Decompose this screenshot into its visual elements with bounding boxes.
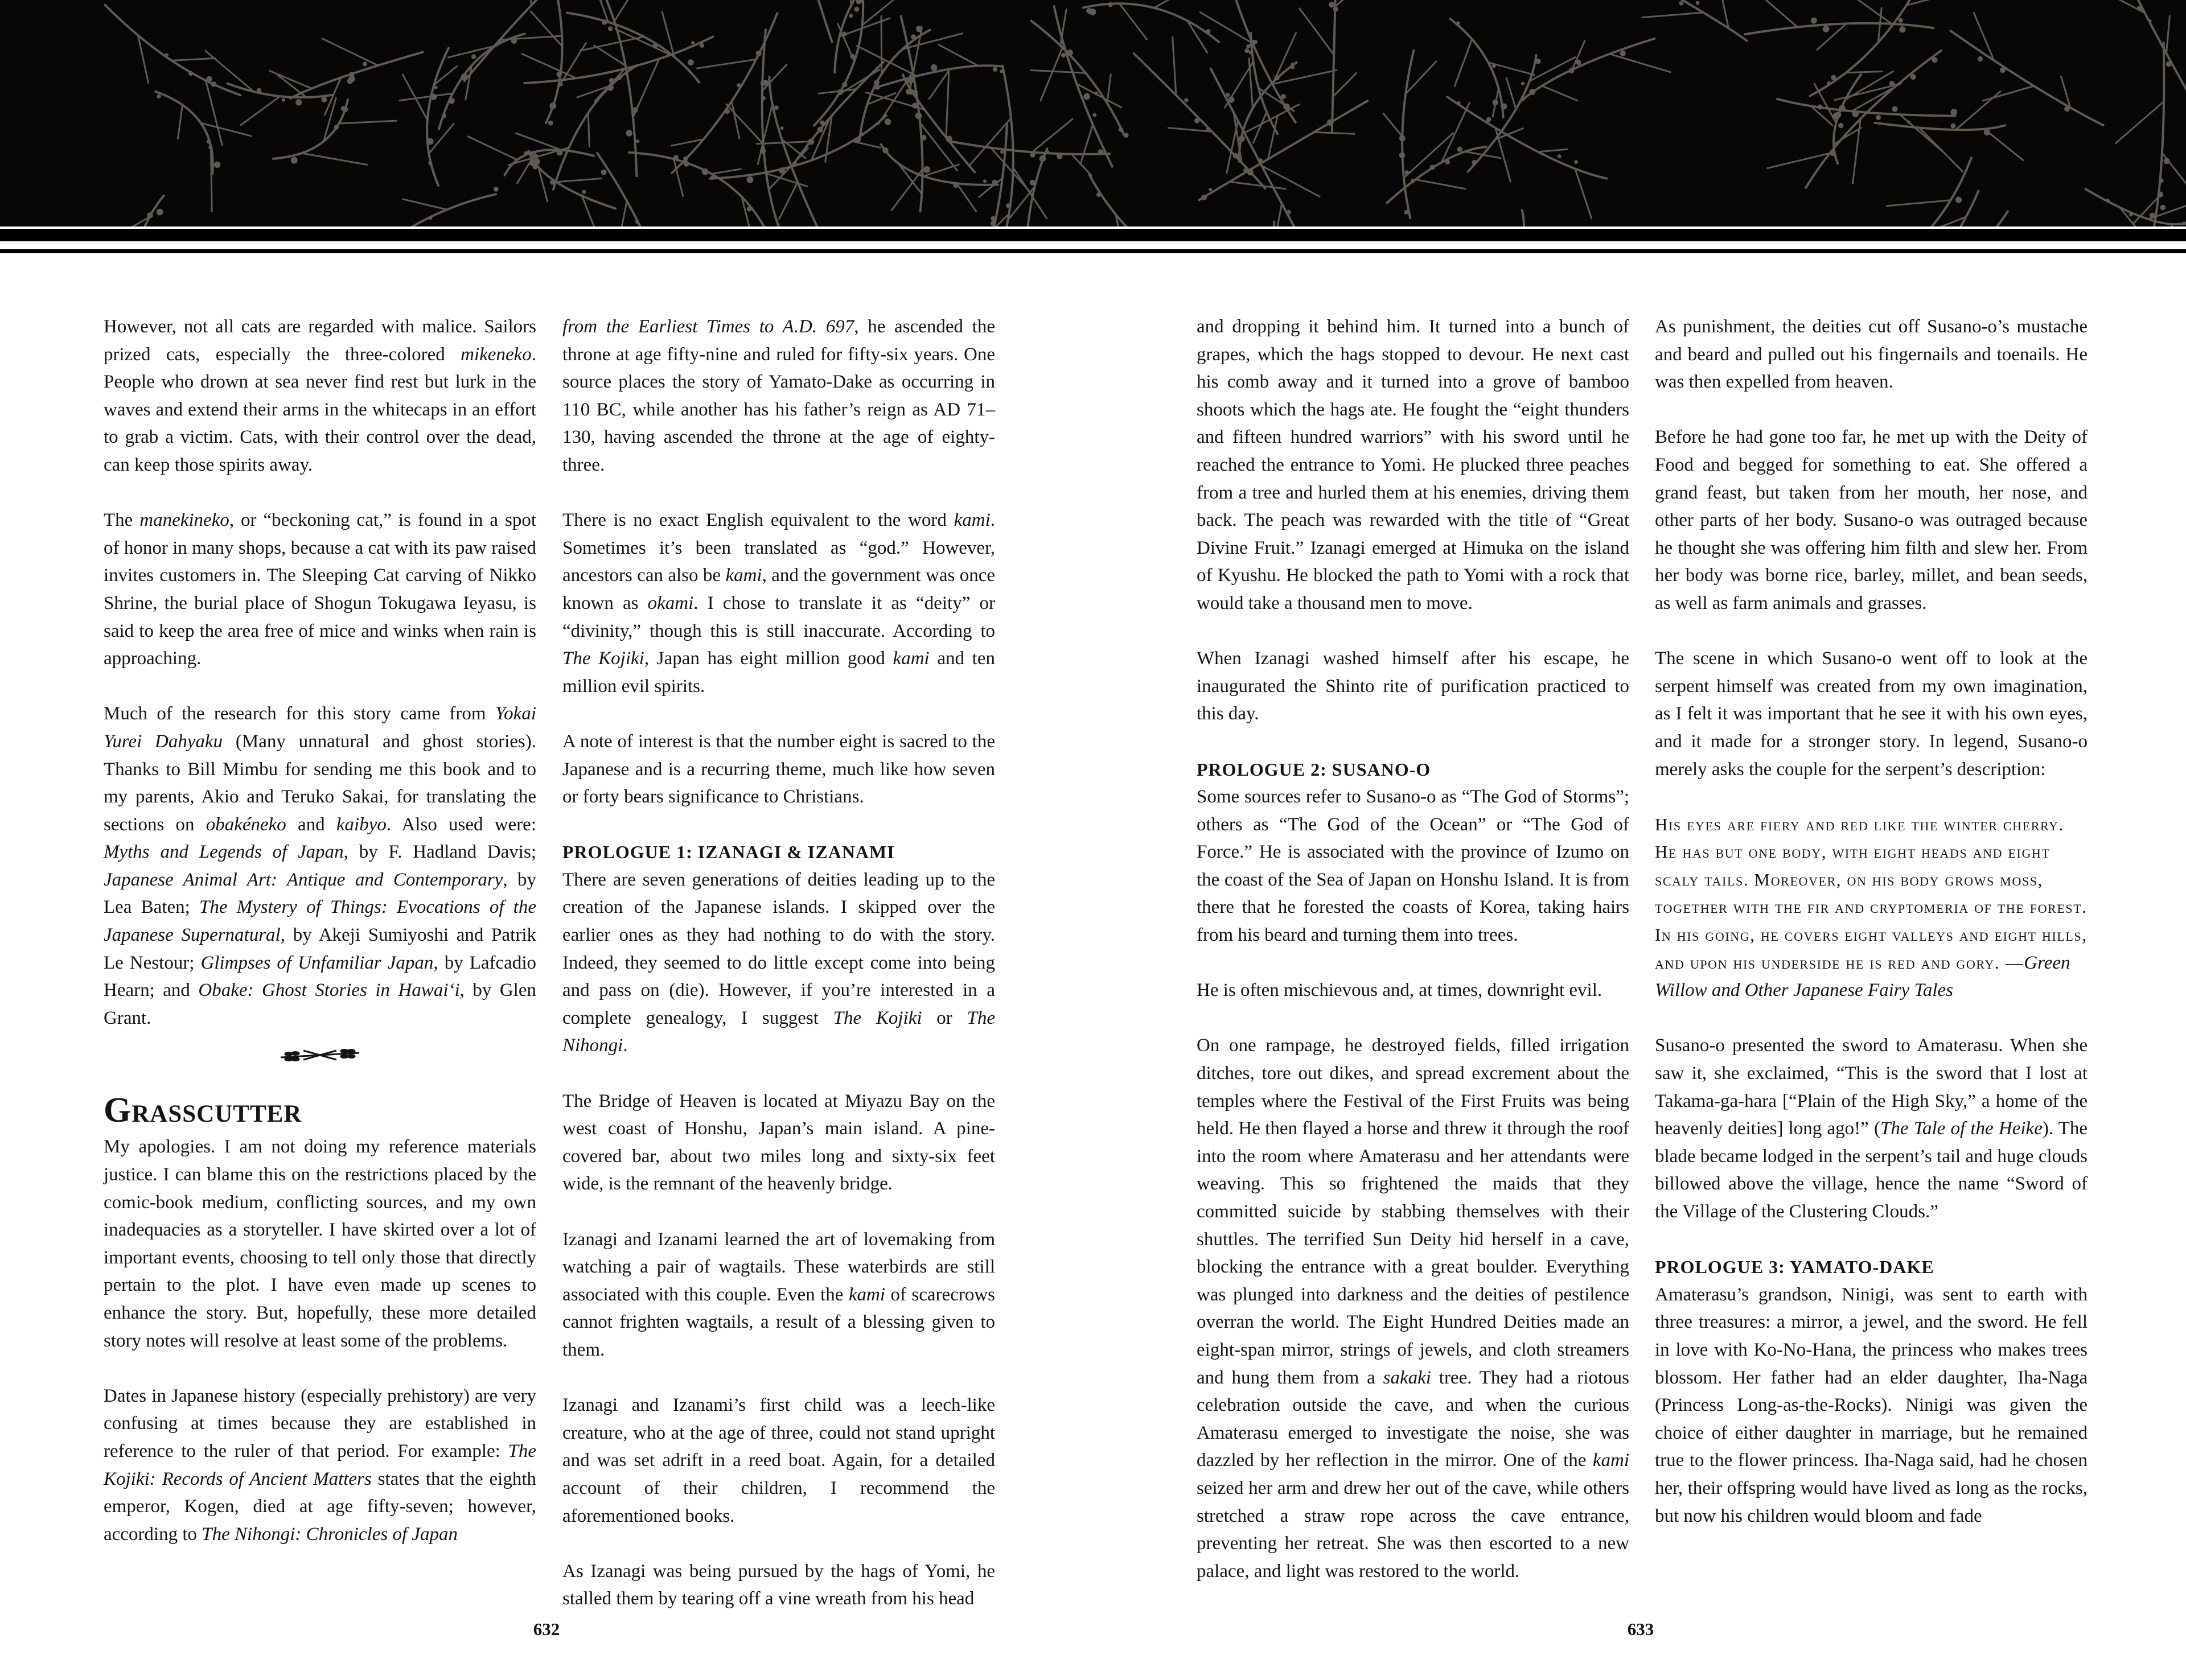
section-heading: Grasscutter <box>104 1091 302 1130</box>
paragraph: Susano-o presented the sword to Amaterasu. When she saw it, she exclaimed, “This is the sword that I lost at Takama-ga-hara [“Plain of the High Sky,” a home of the heavenly deities] long ago!” (The Tale of the Heike). The blade became lodged in the serpent’s tail and huge clouds billowed above the village, hence the name “Sword of the Village of the Clustering Clouds.” <box>1655 1035 2088 1222</box>
decorative-header-band <box>0 0 2186 227</box>
paragraph: On one rampage, he destroyed fields, filled irrigation ditches, tore out dikes, and spread excrement about the temples where the Festival of the First Fruits was being held. He then flayed a horse and threw it through the roof into the room where Amaterasu and her attendants were weaving. This so frightened the maids that they committed suicide by stabbing themselves with their shuttles. The terrified Sun Deity hid herself in a cave, blocking the entrance with a great boulder. Everything was plunged into darkness and the deities of pestilence overran the world. The Eight Hundred Deities made an eight-span mirror, strings of jewels, and cloth streamers and hung them from a sakaki tree. They had a riotous celebration outside the cave, and when the curious Amaterasu emerged to investigate the noise, she was dazzled by her reflection in the mirror. One of the kami seized her arm and drew her out of the cave, while others stretched a straw rope across the cave entrance, preventing her retreat. She was then escorted to a new palace, and light was restored to the world. <box>1197 1035 1629 1582</box>
paragraph: As Izanagi was being pursued by the hags of Yomi, he stalled them by tearing off a vine wreath from his head <box>562 1560 995 1609</box>
paragraph: My apologies. I am not doing my reference materials justice. I can blame this on the restrictions placed by the comic-book medium, conflicting sources, and my own inadequacies as a storyteller. I have skirted over a lot of important events, choosing to tell only those that directly pertain to the plot. I have even made up scenes to enhance the story. But, hopefully, these more detailed story notes will resolve at least some of the problems. <box>104 1137 536 1351</box>
quote-attribution: Green Willow and Other Japanese Fairy Tales <box>1655 952 2070 1001</box>
paragraph: A note of interest is that the number eight is sacred to the Japanese and is a recurring theme, much like how seven or forty bears significance to Christians. <box>562 731 995 808</box>
block-quote: His eyes are fiery and red like the winter cherry. He has but one body, with eight heads and eight scaly tails. Moreover, on his body grows moss, together with the fir and cryptomeria of the forest. In his going, he covers eight valleys and eight hills, and upon his underside he is red and gory. —Green Willow and Other Japanese Fairy Tales <box>1655 814 2088 1001</box>
paragraph: Some sources refer to Susano-o as “The God of Storms”; others as “The God of the Ocean” or “The God of Force.” He is associated with the province of Izumo on the coast of the Sea of Japan on Honshu Island. It is from there that he forested the coasts of Korea, taking hairs from his beard and turning them into trees. <box>1197 787 1629 946</box>
paragraph: The Bridge of Heaven is located at Miyazu Bay on the west coast of Honshu, Japan’s main island. A pine-covered bar, about two miles long and sixty-six feet wide, is the remnant of the heavenly bridge. <box>562 1090 995 1195</box>
column-1 <box>104 313 536 1548</box>
paragraph: Izanagi and Izanami’s first child was a leech-like creature, who at the age of three, could not stand upright and was set adrift in a reed boat. Again, for a detailed account of their children, I recommend the aforementioned books. <box>562 1395 995 1526</box>
paragraph: He is often mischievous and, at times, downright evil. <box>1197 980 1602 1001</box>
paragraph: However, not all cats are regarded with malice. Sailors prized cats, especially the three-colored mikeneko. People who drown at sea never find rest but lurk in the waves and extend their arms in the whitecaps in an effort to grab a victim. Cats, with their control over the dead, can keep those spirits away. <box>104 316 536 475</box>
paragraph: The scene in which Susano-o went off to look at the serpent himself was created from my own imagination, as I felt it was important that he see it with his own eyes, and it made for a stronger story. In legend, Susano-o merely asks the couple for the serpent’s description: <box>1655 648 2088 780</box>
column-3 <box>1197 313 1629 1585</box>
paragraph: When Izanagi washed himself after his escape, he inaugurated the Shinto rite of purification practiced to this day. <box>1197 648 1629 724</box>
header-rule-gap <box>0 241 2186 249</box>
page-number-left: 632 <box>533 1619 560 1639</box>
laurel-divider-icon <box>104 1035 536 1075</box>
paragraph: Much of the research for this story came from Yokai Yurei Dahyaku (Many unnatural and ghost stories). Thanks to Bill Mimbu for sending me this book and to my parents, Akio and Teruko Sakai, for translating the sections on obakéneko and kaibyo. Also used were: Myths and Legends of Japan, by F. Hadland Davis; Japanese Animal Art: Antique and Contemporary, by Lea Baten; The Mystery of Things: Evocations of the Japanese Supernatural, by Akeji Sumiyoshi and Patrik Le Nestour; Glimpses of Unfamiliar Japan, by Lafcadio Hearn; and Obake: Ghost Stories in Hawai‘i, by Glen Grant. <box>104 703 537 1028</box>
subheading-prologue-2: PROLOGUE 2: SUSANO-O <box>1197 759 1431 780</box>
subheading-prologue-1: PROLOGUE 1: IZANAGI & IZANAMI <box>562 842 895 863</box>
header-rule-thin <box>0 249 2186 253</box>
paragraph: Izanagi and Izanami learned the art of lovemaking from watching a pair of wagtails. These waterbirds are still associated with this couple. Even the kami of scarecrows cannot frighten wagtails, a result of a blessing given to them. <box>562 1229 996 1360</box>
paragraph: Amaterasu’s grandson, Ninigi, was sent to earth with three treasures: a mirror, a jewel, and the sword. He fell in love with Ko-No-Hana, the princess who makes trees blossom. Her father had an elder daughter, Iha-Naga (Princess Long-as-the-Rocks). Ninigi was given the choice of either daughter in marriage, but he remained true to the flower princess. Iha-Naga said, had he chosen her, their offspring would have lived as long as the rocks, but now his children would bloom and fade <box>1655 1284 2088 1526</box>
column-4 <box>1655 313 2088 1530</box>
header-rule-thick <box>0 229 2186 241</box>
branch-pattern-icon <box>0 0 2186 227</box>
page-number-right: 633 <box>1627 1619 1654 1639</box>
paragraph: There are seven generations of deities leading up to the creation of the Japanese islands. I skipped over the earlier ones as they had nothing to do with the story. Indeed, they seemed to do little except come into being and pass on (die). However, if you’re interested in a complete genealogy, I suggest The Kojiki or The Nihongi. <box>562 869 995 1056</box>
paragraph: and dropping it behind him. It turned into a bunch of grapes, which the hags stopped to devour. He next cast his comb away and it turned into a grove of bamboo shoots which the hags ate. He fought the “eight thunders and fifteen hundred warriors” with his sword until he reached the entrance to Yomi. He plucked three peaches from a tree and hurled them at his enemies, driving them back. The peach was rewarded with the title of “Great Divine Fruit.” Izanagi emerged at Himuka on the island of Kyushu. He blocked the path to Yomi with a rock that would take a thousand men to move. <box>1197 316 1629 613</box>
paragraph: Dates in Japanese history (especially prehistory) are very confusing at times because they are established in reference to the ruler of that period. For example: The Kojiki: Records of Ancient Matters states that the eighth emperor, Kogen, died at age fifty-seven; however, according to The Nihongi: Chronicles of Japan <box>104 1385 536 1545</box>
paragraph: Before he had gone too far, he met up with the Deity of Food and begged for something to eat. She offered a grand feast, but taken from her mouth, her nose, and other parts of her body. Susano-o was outraged because he thought she was offering him filth and slew her. From her body was borne rice, barley, millet, and bean seeds, as well as farm animals and grasses. <box>1655 427 2088 613</box>
column-2 <box>562 313 995 1613</box>
paragraph: from the Earliest Times to A.D. 697, he ascended the throne at age fifty-nine and ruled for fifty-six years. One source places the story of Yamato-Dake as occurring in 110 BC, while another has his father’s reign as AD 71–130, having ascended the throne at the age of eighty-three. <box>562 316 995 475</box>
paragraph: The manekineko, or “beckoning cat,” is found in a spot of honor in many shops, because a cat with its paw raised invites customers in. The Sleeping Cat carving of Nikko Shrine, the burial place of Shogun Tokugawa Ieyasu, is said to keep the area free of mice and winks when rain is approaching. <box>104 510 536 669</box>
paragraph: As punishment, the deities cut off Susano-o’s mustache and beard and pulled out his fingernails and toenails. He was then expelled from heaven. <box>1655 316 2088 393</box>
paragraph: There is no exact English equivalent to the word kami. Sometimes it’s been translated as “god.” However, ancestors can also be kami, and the government was once known as okami. I chose to translate it as “deity” or “divinity,” though this is still inaccurate. According to The Kojiki, Japan has eight million good kami and ten million evil spirits. <box>562 510 995 697</box>
subheading-prologue-3: PROLOGUE 3: YAMATO-DAKE <box>1655 1257 1934 1278</box>
